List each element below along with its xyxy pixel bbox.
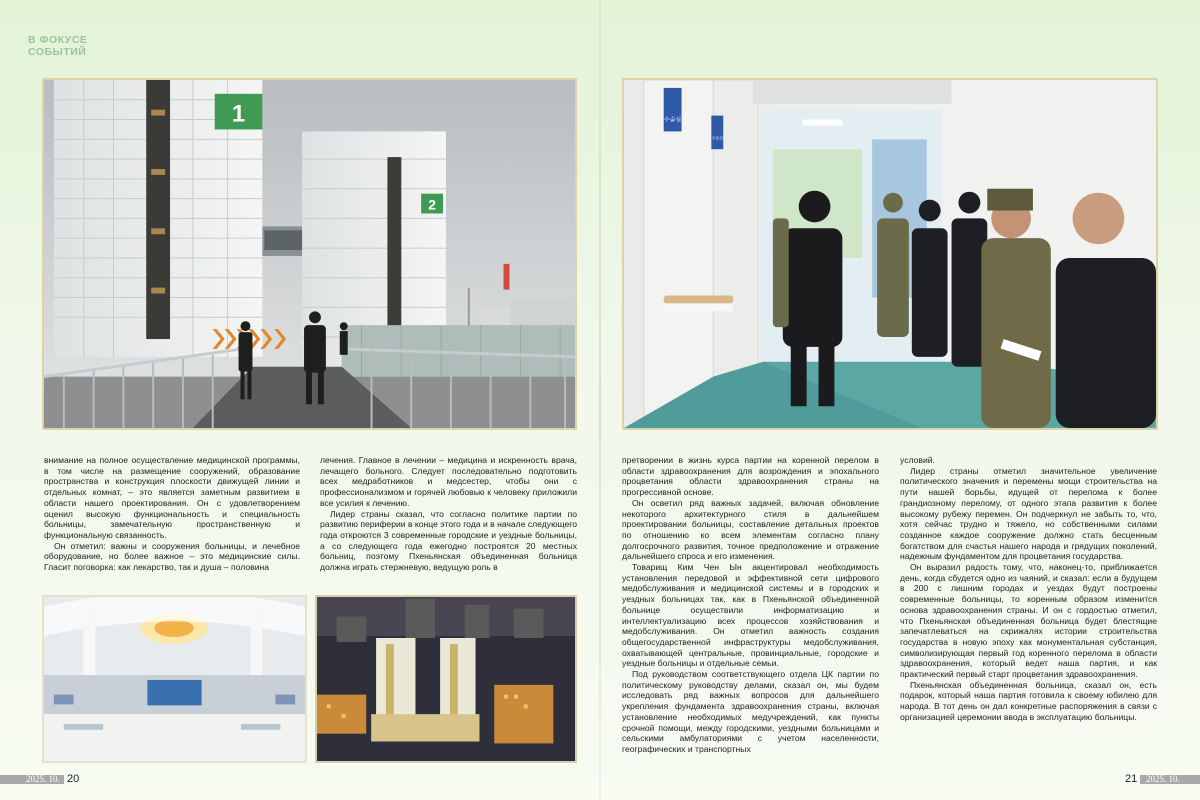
page-number: 20 bbox=[67, 773, 80, 785]
tower-sign-2: 2 bbox=[428, 196, 436, 213]
paragraph: Он выразил радость тому, что, наконец-то, приближается день, когда сбудется одно из чаяний, и сказал: если в будущем в 200 с лишним городах и уездах будут построены современные больницы, то коренным образом изменится основа здравоохранения страны. И он с гордостью отметил, что Пхеньянская объединенная больница будет блестящие запечатлеваться на скрижалях истории строительства государства в новую эпоху как монументальная субстанция, символизирующая первый год коренного перелома в области здравоохранения, который ведет наша партия, и как практический первый старт процветания здравоохранения. bbox=[900, 562, 1157, 680]
text-column-4 bbox=[900, 455, 1157, 723]
text-column-3 bbox=[622, 455, 879, 755]
paragraph: условий. bbox=[900, 455, 935, 465]
section-tag-line2: СОБЫТИЙ bbox=[28, 46, 87, 58]
paragraph: Лидер страны отметил значительное увеличение политического значения и перемены мощи строительства на пути нашей борьбы, идущей от перелома к более грандиозному перелому, от одного этапа развития к более высокому рубежу перемен. Он подчеркнул не забыть то, что, хотя сейчас трудно и тяжело, но собственными силами созданное каждое сооружение должно стать бесценным богатством для счастья нашего народа и грядущих поколений, надежным фундаментом для процветания государства. bbox=[900, 465, 1157, 562]
door-sign-right: 수술실 bbox=[711, 135, 724, 141]
page-spine bbox=[599, 0, 601, 800]
footer-right bbox=[1108, 773, 1200, 786]
photo-operating-corridor bbox=[622, 78, 1158, 430]
paragraph: Пхеньянская объединенная больница, сказал он, есть подарок, который наша партия готовила к своему юбилею для народа. В тот день он дал конкретные распоряжения в связи с организацией церемонии ввода в эксплуатацию больницы. bbox=[900, 679, 1157, 722]
paragraph: Товарищ Ким Чен Ын акцентировал необходимость установления передовой и эффективной сети цифрового медобслуживания и медицинской системы и в городских и уездных больницах так, как в Пхеньянской объединенной больнице осуществили информатизацию и интеллектуализацию всех процессов хозяйствования и медобслуживания. Он отметил важность создания общегосударственной инфраструктуры медобслуживания, охватывающей центральные, провинциальные, городские и уездные больницы и отдельные семьи. bbox=[622, 562, 879, 669]
footer-issue: 2025. 10. bbox=[1146, 774, 1180, 784]
paragraph: лечения. Главное в лечении – медицина и искренность врача, лечащего больного. Следует последовательно подготовить всех медработников и медсестер, чтобы они с профессионализмом и горячей любовью к человеку приложили все усилия к лечению. bbox=[320, 455, 577, 508]
text-column-2 bbox=[320, 455, 577, 573]
paragraph: претворении в жизнь курса партии на коренной перелом в области здравоохранения для возрождения и эпохального процветания области здравоохранения страны на прогрессивной основе. bbox=[622, 455, 879, 498]
paragraph: Лидер страны сказал, что согласно политике партии по развитию периферии в конце этого года и в начале следующего года откроются 3 современные городские и уездные больницы, а со следующего года ежегодно построятся 20 местных больниц, поэтому Пхеньянская объединенная больница должна играть стержневую, ведущую роль в bbox=[320, 508, 577, 573]
footer-left bbox=[0, 773, 90, 786]
photo-hospital-towers bbox=[42, 78, 577, 430]
paragraph: Он отметил: важны и сооружения больницы, и лечебное оборудование, но более важное – это медицинские силы. Гласит поговорка: как лекарство, так и душа – половина bbox=[44, 540, 300, 573]
door-sign-left: 수술실 bbox=[664, 117, 682, 124]
paragraph: внимание на полное осуществление медицинской программы, в том числе на размещение сооружений, образование пространства и конструкция плоскости движущей линии и отдельных комнат, – это является заметным развитием в области нашего проектирования. Он с удовлетворением оценил высокую функциональность и специальность больницы, замечательную пространственную и функциональную связанность. bbox=[44, 455, 300, 540]
page-number: 21 bbox=[1125, 773, 1138, 785]
tower-sign-1: 1 bbox=[231, 100, 246, 128]
footer-issue: 2025. 10. bbox=[26, 774, 60, 784]
text-column-1 bbox=[44, 455, 300, 573]
photo-city-night bbox=[315, 595, 577, 763]
paragraph: Под руководством соответствующего отдела ЦК партии по политическому руководству делами, сказал он, мы будем исследовать ряд важных вопросов для дальнейшего укрепления фундамента здравоохранения страны, включая установление необходимых медучреждений, как пункты срочной помощи, между городскими, уездными больницами и сельскими амбулаториями с учетом населенности, географических и транспортных bbox=[622, 669, 879, 754]
section-tag bbox=[28, 34, 87, 58]
photo-hospital-lobby bbox=[42, 595, 307, 763]
section-tag-line1: В ФОКУСЕ bbox=[28, 34, 88, 46]
paragraph: Он осветил ряд важных задачей, включая обновление некоторого архитектурного стиля в дальнейшем проектировании больницы, составление детальных проектов по отношению ко всем элементам согласно плану долгосрочного развития, точное предположение и отражение дальнейшего спроса и его изменения. bbox=[622, 497, 879, 562]
